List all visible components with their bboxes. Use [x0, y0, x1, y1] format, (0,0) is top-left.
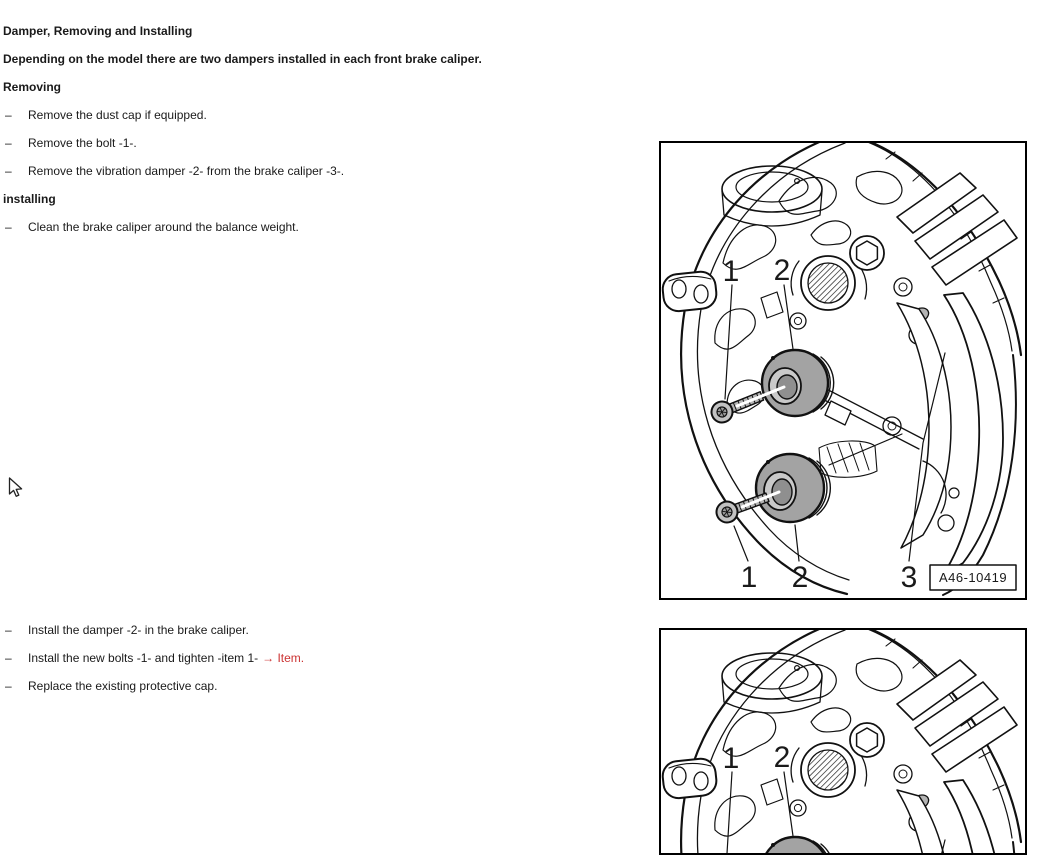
step-install-bolts [3, 644, 643, 672]
step-text: Remove the dust cap if equipped. [28, 108, 207, 122]
step-remove-damper [3, 157, 643, 185]
step-remove-dust-cap [3, 101, 643, 129]
instructions-lower [3, 616, 643, 700]
item-link[interactable]: → Item. [262, 651, 305, 665]
step-text: Remove the vibration damper -2- from the brake caliper -3-. [28, 164, 345, 178]
step-text: Install the damper -2- in the brake caliper. [28, 623, 249, 637]
bullet-dash: – [5, 651, 12, 665]
figure-brake-caliper-1 [659, 141, 1027, 600]
bullet-dash: – [5, 220, 12, 234]
mouse-cursor [8, 477, 24, 499]
instructions-upper [3, 17, 643, 241]
installing-heading: installing [3, 192, 56, 206]
bullet-dash: – [5, 623, 12, 637]
bullet-dash: – [5, 679, 12, 693]
step-text: Replace the existing protective cap. [28, 679, 218, 693]
page-title: Damper, Removing and Installing [3, 24, 193, 38]
step-text: Install the new bolts -1- and tighten -item 1- [28, 651, 259, 665]
removing-heading: Removing [3, 80, 62, 94]
bullet-dash: – [5, 136, 12, 150]
intro-note: Depending on the model there are two dampers installed in each front brake caliper. [3, 52, 482, 66]
step-clean-caliper [3, 213, 643, 241]
step-replace-cap [3, 672, 643, 700]
step-remove-bolt [3, 129, 643, 157]
bullet-dash: – [5, 108, 12, 122]
step-text: Remove the bolt -1-. [28, 136, 137, 150]
step-text: Clean the brake caliper around the balance weight. [28, 220, 299, 234]
bullet-dash: – [5, 164, 12, 178]
step-install-damper [3, 616, 643, 644]
figure-brake-caliper-2 [659, 628, 1027, 855]
